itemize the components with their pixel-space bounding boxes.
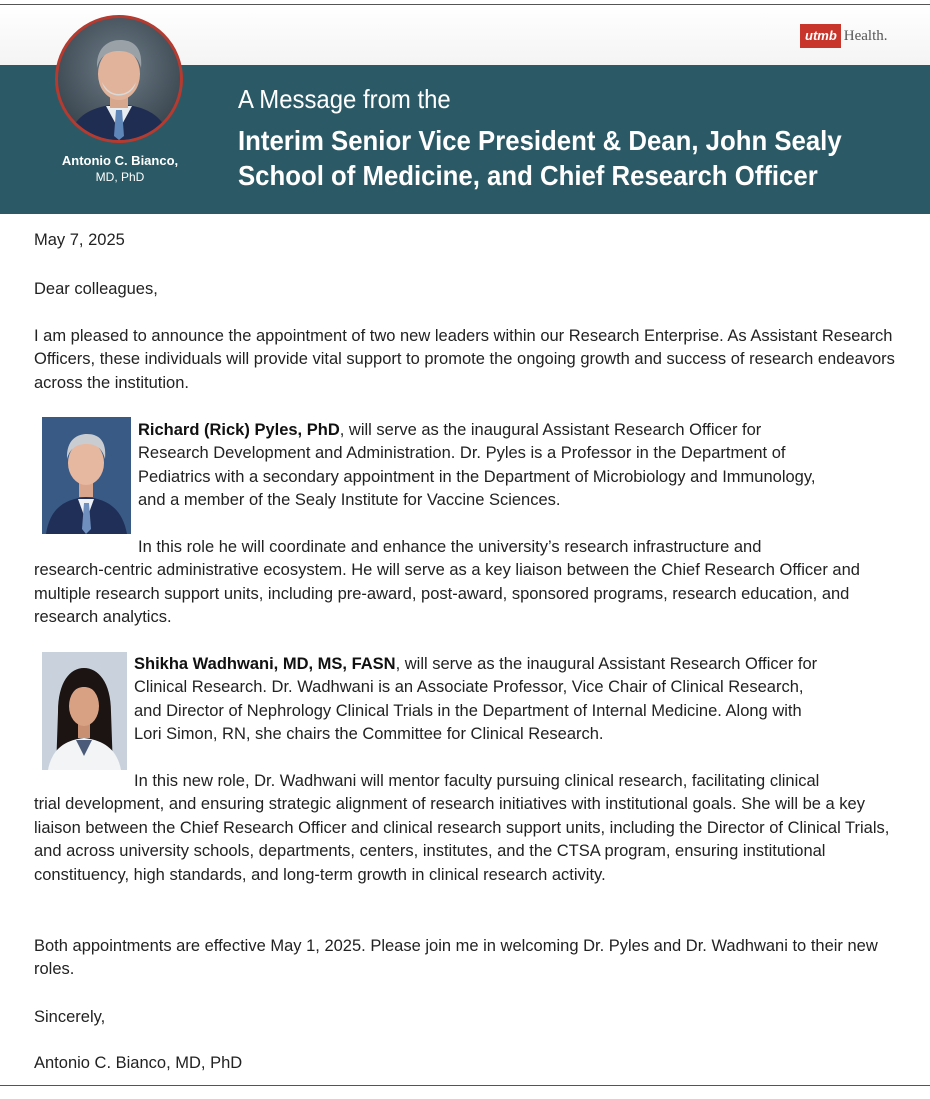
- wadhwani-role-paragraph: In this new role, Dr. Wadhwani will mentor faculty pursuing clinical research, facilitating clinical trial development, and ensuring strategic alignment of research initiatives with institutional goals. She will be a key liaison between the Chief Research Officer and clinical research support units, including the Director of Clinical Trials, and across university schools, departments, centers, institutes, and the CTSA program, ensuring institutional constituency, high standards, and long-term growth in clinical research activity.: [34, 772, 890, 884]
- wadhwani-intro: Shikha Wadhwani, MD, MS, FASN, will serve as the inaugural Assistant Research Officer for Clinical Research. Dr. Wadhwani is an Associate Professor, Vice Chair of Clinical Research, and Director of Nephrology Clinical Trials in the Department of Internal Medicine. Along with Lori Simon, RN, she chairs the Committee for Clinical Research.: [134, 655, 818, 744]
- pyles-name: Richard (Rick) Pyles, PhD: [138, 421, 340, 439]
- pyles-intro: Richard (Rick) Pyles, PhD, will serve as the inaugural Assistant Research Officer for Research Development and Administration. Dr. Pyles is a Professor in the Department of Pediatrics with a secondary appointment in the Department of Microbiology and Immunology, and a member of the Sealy Institute for Vaccine Sciences.: [138, 421, 816, 510]
- author-credentials: MD, PhD: [95, 170, 145, 184]
- pyles-photo: [42, 417, 131, 534]
- wadhwani-name: Shikha Wadhwani, MD, MS, FASN: [134, 655, 396, 673]
- letter-date: May 7, 2025: [34, 231, 125, 249]
- utmb-health-logo: [800, 24, 888, 48]
- wadhwani-photo: [42, 652, 127, 770]
- intro-paragraph: I am pleased to announce the appointment of two new leaders within our Research Enterprise. As Assistant Research Officers, these individuals will provide vital support to promote the ongoing growth and success of research endeavors across the institution.: [34, 327, 895, 392]
- pyles-role-paragraph: In this role he will coordinate and enhance the university’s research infrastructure and research-centric administrative ecosystem. He will serve as a key liaison between the Chief Research Officer and multiple research support units, including pre-award, post-award, sponsored programs, research education, and research analytics.: [34, 538, 860, 627]
- logo-mark: utmb: [800, 24, 841, 48]
- message-lead: A Message from the: [238, 84, 451, 114]
- author-name: Antonio C. Bianco,: [61, 153, 179, 168]
- closing-paragraph: Both appointments are effective May 1, 2025. Please join me in welcoming Dr. Pyles and Dr. Wadhwani to their new roles.: [34, 937, 878, 979]
- message-title: [238, 123, 842, 193]
- message-title-line-2: School of Medicine, and Chief Research Officer: [238, 160, 818, 191]
- bottom-rule: [0, 1085, 930, 1086]
- logo-text: Health.: [843, 27, 888, 44]
- signoff: Sincerely,: [34, 1008, 106, 1026]
- author-caption: [20, 152, 220, 186]
- salutation: Dear colleagues,: [34, 280, 158, 298]
- message-title-line-1: Interim Senior Vice President & Dean, John Sealy: [238, 125, 842, 156]
- signature: Antonio C. Bianco, MD, PhD: [34, 1054, 243, 1072]
- author-portrait: [55, 15, 183, 143]
